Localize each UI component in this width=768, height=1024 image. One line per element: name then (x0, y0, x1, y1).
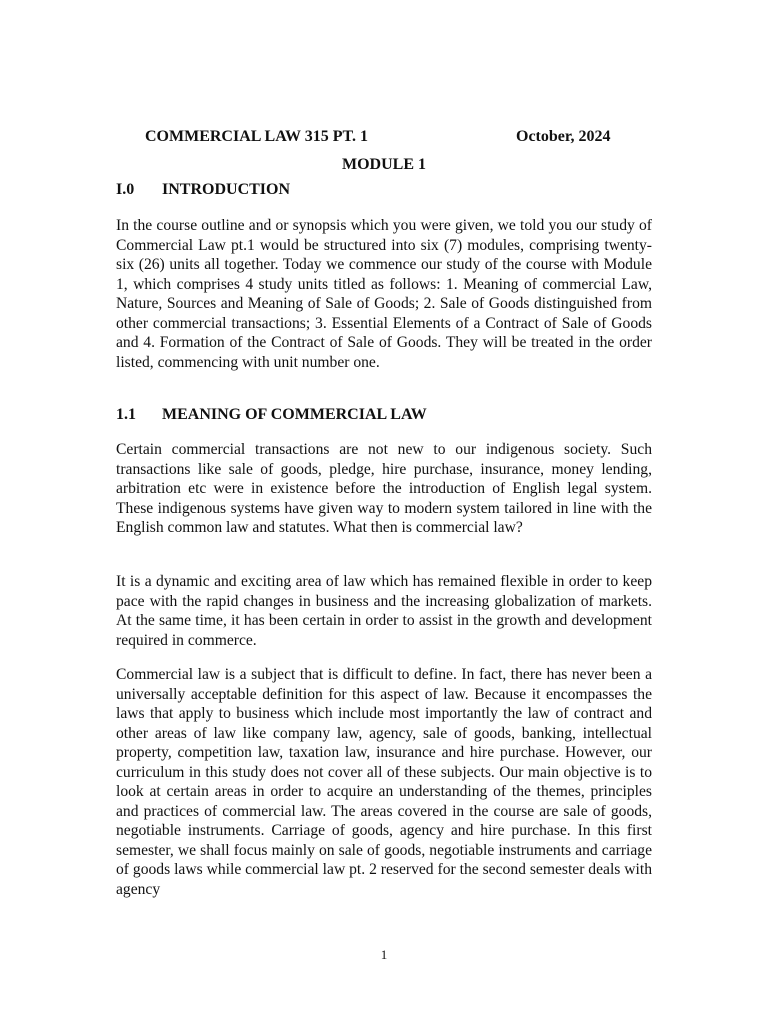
section-number: 1.1 (116, 406, 136, 423)
paragraph: It is a dynamic and exciting area of law which has remained flexible in order to keep pace with the rapid changes in business and the increasing globalization of markets. At the same time, it has been certain in order to assist in the growth and development required in commerce. (116, 573, 652, 649)
paragraph: Certain commercial transactions are not new to our indigenous society. Such transactions like sale of goods, pledge, hire purchase, insurance, money lending, arbitration etc were in existence before the introduction of English legal system. These indigenous systems have given way to modern system tailored in line with the English common law and statutes. What then is commercial law? (116, 441, 652, 536)
section-title: MEANING OF COMMERCIAL LAW (162, 406, 427, 423)
section-heading-introduction (116, 180, 290, 200)
section-title: INTRODUCTION (162, 181, 291, 198)
section-number: I.0 (116, 181, 135, 198)
module-title: MODULE 1 (342, 156, 426, 173)
section-heading-meaning-of-commercial-law (116, 405, 427, 425)
course-title: COMMERCIAL LAW 315 PT. 1 (145, 128, 368, 145)
paragraph: Commercial law is a subject that is difficult to define. In fact, there has never been a universally acceptable definition for this aspect of law. Because it encompasses the laws that apply to business which include most importantly the law of contract and other areas of law like company law, agency, sale of goods, banking, intellectual property, competition law, taxation law, insurance and hire purchase. However, our curriculum in this study does not cover all of these subjects. Our main objective is to look at certain areas in order to acquire an understanding of the themes, principles and practices of commercial law. The areas covered in the course are sale of goods, negotiable instruments. Carriage of goods, agency and hire purchase. In this first semester, we shall focus mainly on sale of goods, negotiable instruments and carriage of goods laws while commercial law pt. 2 reserved for the second semester deals with agency (116, 666, 652, 898)
document-date: October, 2024 (516, 128, 611, 145)
page-number: 1 (380, 947, 388, 962)
paragraph: In the course outline and or synopsis which you were given, we told you our study of Commercial Law pt.1 would be structured into six (7) modules, comprising twenty-six (26) units all together. Today we commence our study of the course with Module 1, which comprises 4 study units titled as follows: 1. Meaning of commercial Law, Nature, Sources and Meaning of Sale of Goods; 2. Sale of Goods distinguished from other commercial transactions; 3. Essential Elements of a Contract of Sale of Goods and 4. Formation of the Contract of Sale of Goods. They will be treated in the order listed, commencing with unit number one. (116, 217, 652, 371)
